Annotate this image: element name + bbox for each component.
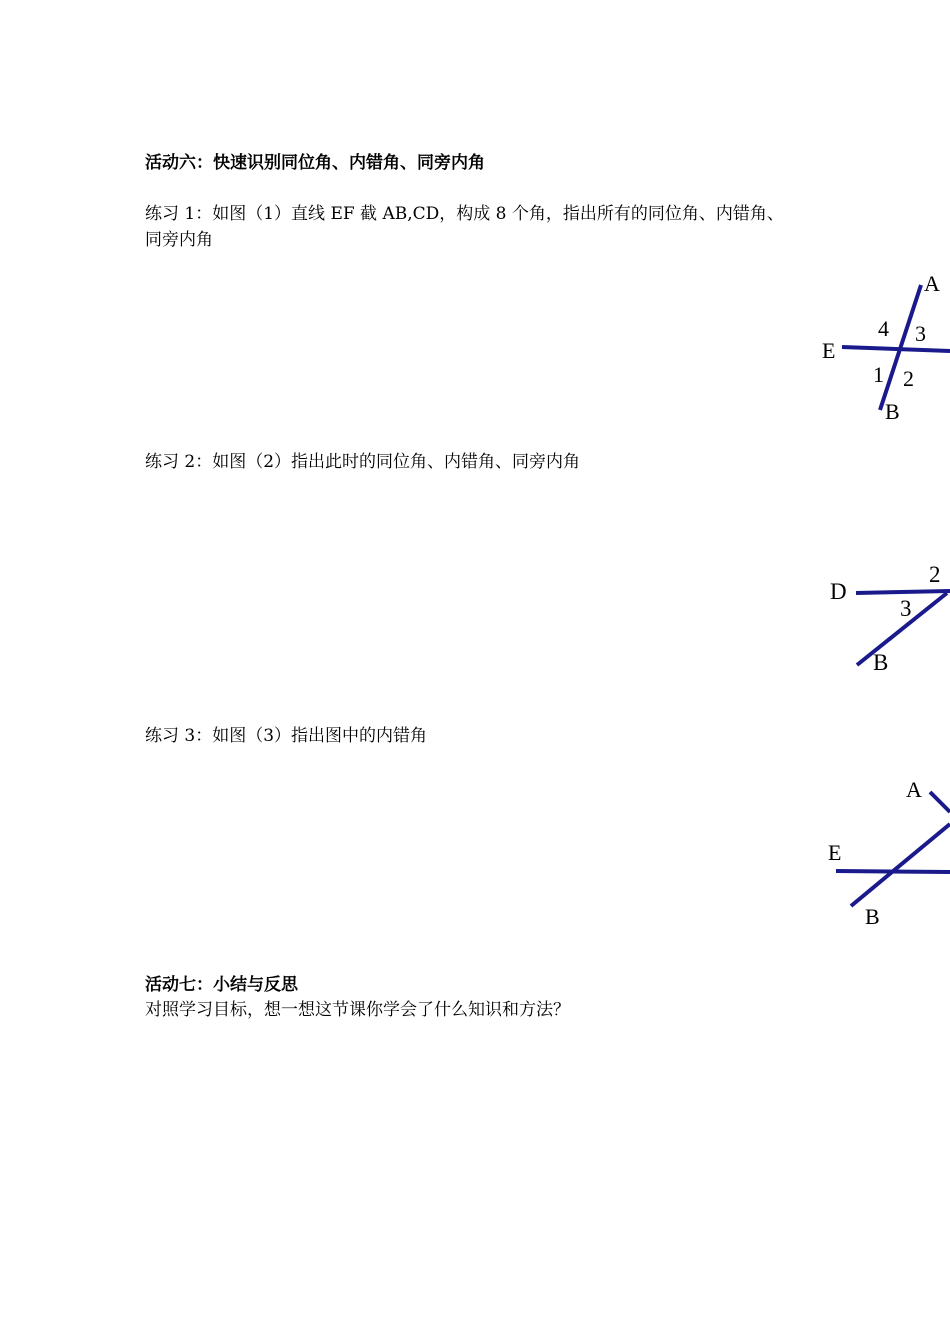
figure-3 [800,770,950,935]
figure-2 [800,555,950,680]
exercise3-text: 练习 3：如图（3）指出图中的内错角 [145,726,428,746]
line-a [930,792,950,812]
exercise1-text-line1: 练习 1：如图（1）直线 EF 截 AB,CD，构成 8 个角，指出所有的同位角、内错角、 [145,204,784,224]
label-e: E [822,338,836,363]
label-a: A [906,777,922,802]
exercise2-text: 练习 2：如图（2）指出此时的同位角、内错角、同旁内角 [145,452,581,472]
angle-label-2: 2 [929,562,941,587]
angle-label-3: 3 [915,321,926,346]
line-d [856,591,950,593]
figure-1 [800,265,950,435]
label-e: E [828,840,842,865]
label-d: D [830,579,847,604]
label-a: A [924,271,940,296]
line-ef [842,347,950,351]
angle-label-3: 3 [900,596,912,621]
label-b: B [885,399,900,424]
label-b: B [873,650,889,675]
activity6-title: 活动六：快速识别同位角、内错角、同旁内角 [145,153,485,173]
exercise1-text-line2: 同旁内角 [145,230,213,250]
angle-label-1: 1 [873,362,884,387]
activity7-text: 对照学习目标，想一想这节课你学会了什么知识和方法？ [145,1000,570,1020]
angle-label-2: 2 [903,366,914,391]
angle-label-4: 4 [878,316,889,341]
activity7-title: 活动七：小结与反思 [145,975,298,995]
label-b: B [865,904,880,929]
line-b [851,824,950,906]
